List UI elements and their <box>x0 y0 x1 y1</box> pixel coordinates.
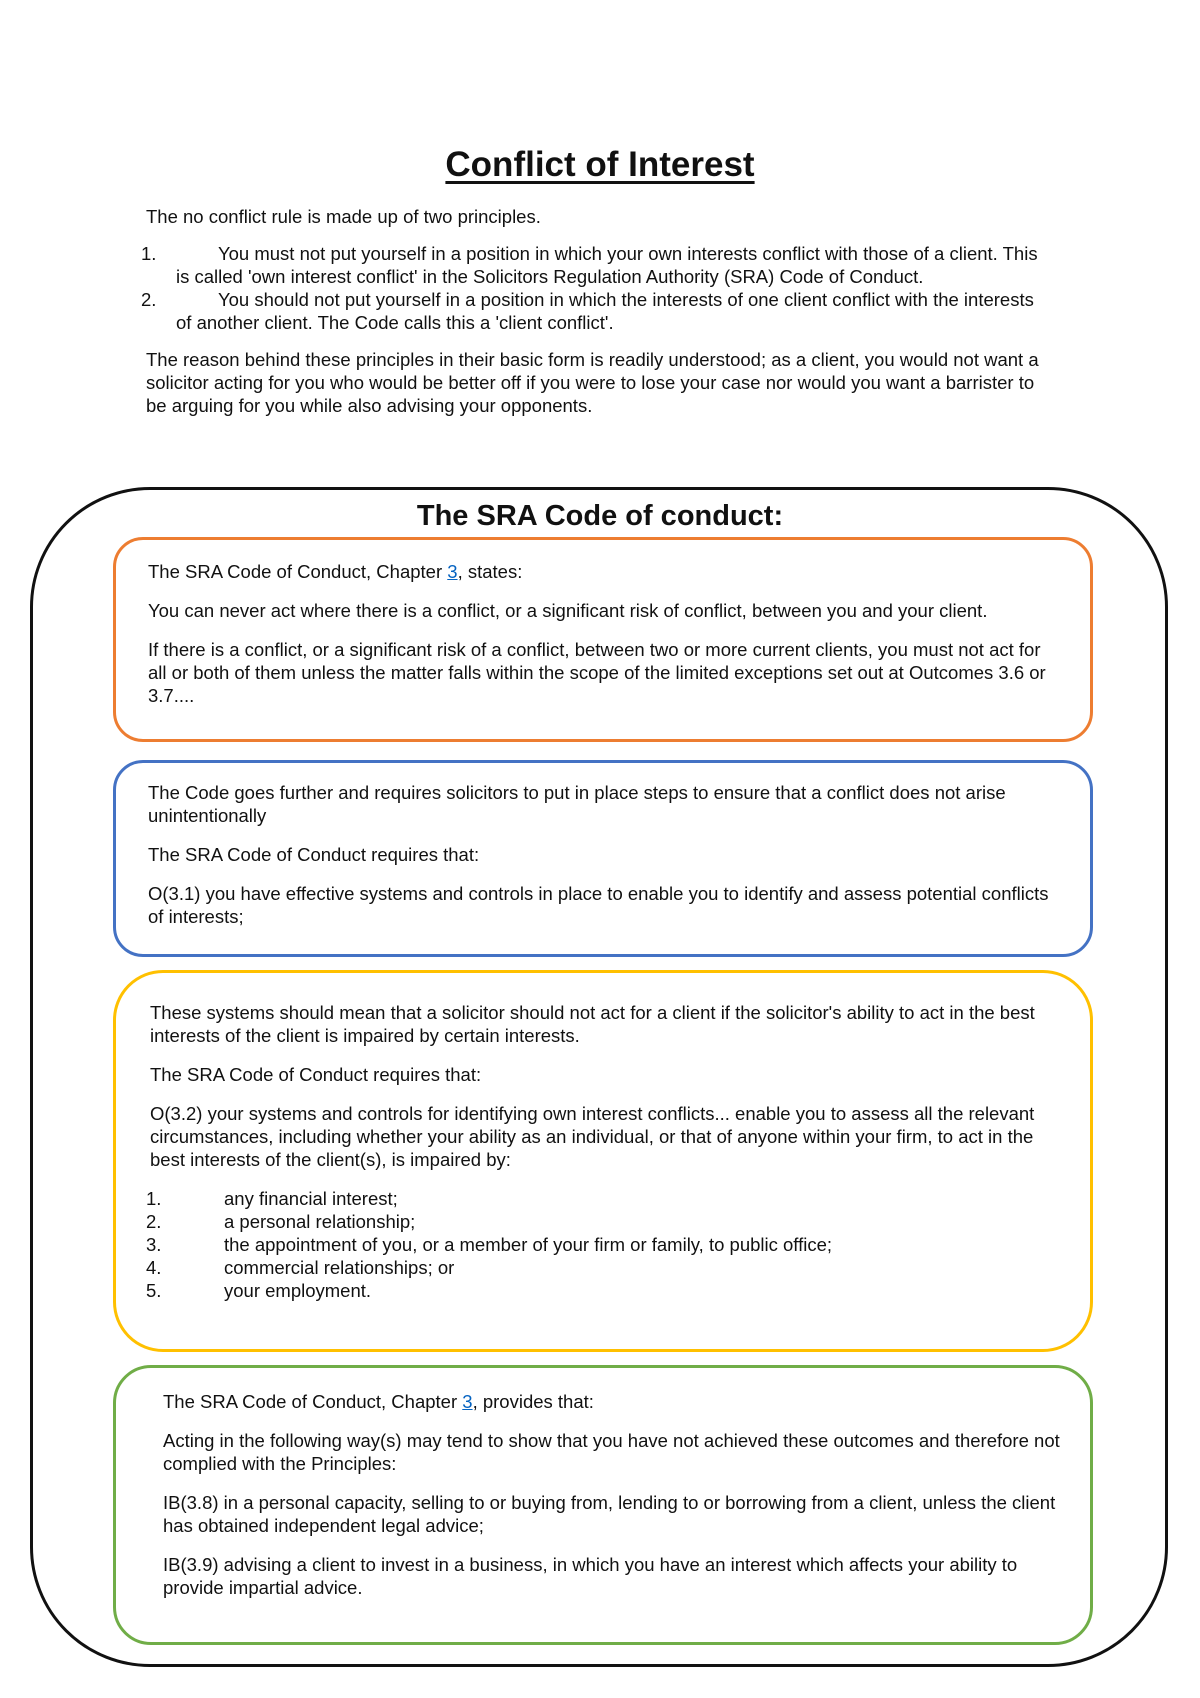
list-number: 3. <box>146 1234 162 1255</box>
sra-code-heading: The SRA Code of conduct: <box>416 500 784 532</box>
box-paragraph: IB(3.9) advising a client to invest in a business, in which you have an interest which affects your ability to provide impartial advice. <box>163 1554 1018 1598</box>
page-title: Conflict of Interest <box>445 145 755 184</box>
box-paragraph: Acting in the following way(s) may tend to show that you have not achieved these outcomes and therefore not complied with the Principles: <box>163 1430 1060 1474</box>
chapter-3-link[interactable]: 3 <box>462 1391 473 1412</box>
list-number: 2. <box>141 289 157 310</box>
systems-controls-box <box>113 760 1093 957</box>
list-number: 2. <box>146 1211 162 1232</box>
intro-lead: The no conflict rule is made up of two principles. <box>146 206 541 227</box>
impairment-list <box>146 1187 1060 1302</box>
text-run: The SRA Code of Conduct, Chapter <box>148 561 448 582</box>
box-paragraph <box>163 1390 1060 1413</box>
text-run: , provides that: <box>472 1391 594 1412</box>
list-text: the appointment of you, or a member of your firm or family, to public office; <box>224 1234 833 1255</box>
text-run: , states: <box>457 561 523 582</box>
list-item <box>146 1187 1060 1210</box>
box-paragraph: IB(3.8) in a personal capacity, selling to or buying from, lending to or borrowing from a client, unless the client has obtained independent legal advice; <box>163 1492 1056 1536</box>
box-paragraph: The SRA Code of Conduct requires that: <box>150 1064 482 1085</box>
list-item <box>146 1233 1060 1256</box>
box-paragraph <box>148 560 1060 583</box>
list-item <box>146 1210 1060 1233</box>
box-paragraph: You can never act where there is a conflict, or a significant risk of conflict, between you and your client. <box>148 600 988 621</box>
list-text: any financial interest; <box>224 1188 398 1209</box>
box-paragraph: These systems should mean that a solicitor should not act for a client if the solicitor's ability to act in the best interests of the client is impaired by certain interests. <box>150 1002 1035 1046</box>
list-number: 1. <box>141 243 157 264</box>
chapter-3-link[interactable]: 3 <box>447 561 458 582</box>
list-text: a personal relationship; <box>224 1211 416 1232</box>
intro-section <box>141 205 1046 417</box>
principles-list <box>141 242 1046 334</box>
text-run: The SRA Code of Conduct, Chapter <box>163 1391 463 1412</box>
list-item <box>146 1256 1060 1279</box>
list-item <box>141 242 1046 288</box>
list-text: You should not put yourself in a position in which the interests of one client conflict with the interests of another client. The Code calls this a 'client conflict'. <box>176 289 1034 333</box>
box-paragraph: O(3.1) you have effective systems and controls in place to enable you to identify and assess potential conflicts of interests; <box>148 883 1049 927</box>
list-text: You must not put yourself in a position in which your own interests conflict with those of a client. This is called 'own interest conflict' in the Solicitors Regulation Authority (SRA) Code of Conduct. <box>176 243 1038 287</box>
list-text: commercial relationships; or <box>224 1257 455 1278</box>
list-item <box>141 288 1046 334</box>
list-text: your employment. <box>224 1280 372 1301</box>
list-number: 4. <box>146 1257 162 1278</box>
own-interest-box <box>113 970 1093 1352</box>
box-paragraph: O(3.2) your systems and controls for identifying own interest conflicts... enable you to assess all the relevant circumstances, including whether your ability as an individual, or that of anyone within your firm, to act in the best interests of the client(s), is impaired by: <box>150 1103 1035 1170</box>
box-paragraph: If there is a conflict, or a significant risk of a conflict, between two or more current clients, you must not act for all or both of them unless the matter falls within the scope of the limited exceptions set out at Outcomes 3.6 or 3.7.... <box>148 639 1046 706</box>
list-item <box>146 1279 1060 1302</box>
chapter3-states-box <box>113 537 1093 742</box>
list-number: 1. <box>146 1188 162 1209</box>
box-paragraph: The Code goes further and requires solicitors to put in place steps to ensure that a conflict does not arise unintentionally <box>148 782 1006 826</box>
list-number: 5. <box>146 1280 162 1301</box>
intro-reason: The reason behind these principles in their basic form is readily understood; as a client, you would not want a solicitor acting for you who would be better off if you were to lose your case nor would you want a barrister to be arguing for you while also advising your opponents. <box>146 349 1039 416</box>
indicative-behaviours-box <box>113 1365 1093 1645</box>
box-paragraph: The SRA Code of Conduct requires that: <box>148 844 480 865</box>
